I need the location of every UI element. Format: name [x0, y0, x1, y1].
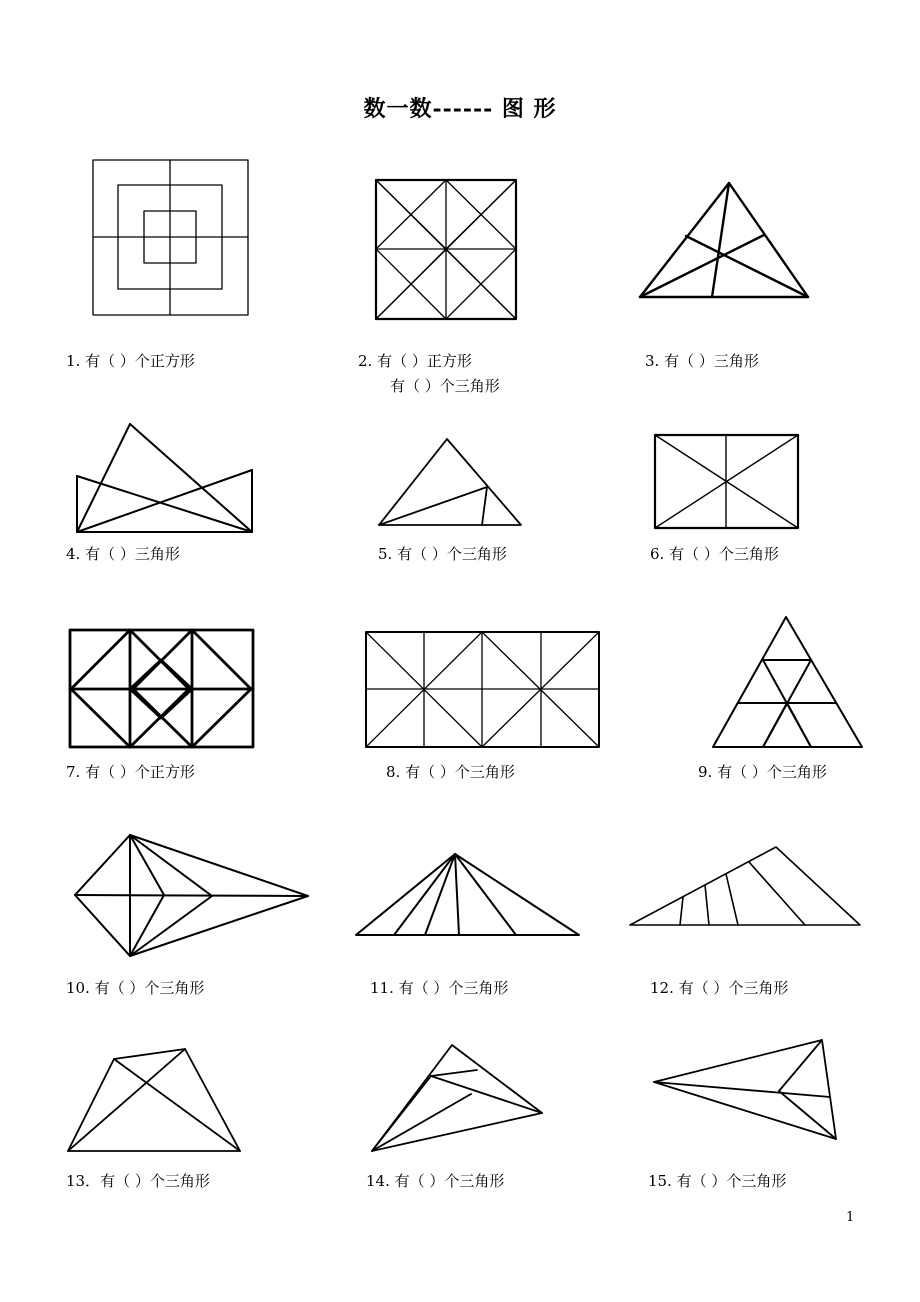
- figure-13-trapezoid: [68, 1049, 240, 1151]
- problem-4-label: 4. 有（ ）三角形: [66, 545, 180, 563]
- problem-10-label: 10. 有（ ）个三角形: [66, 979, 205, 997]
- problem-6-label: 6. 有（ ）个三角形: [650, 545, 779, 563]
- problem-15-label: 15. 有（ ）个三角形: [648, 1172, 787, 1190]
- problem-1-label: 1. 有（ ）个正方形: [66, 352, 195, 370]
- problem-2-label: 2. 有（ ）正方形: [358, 352, 472, 370]
- figure-8-grid-x: [366, 632, 599, 747]
- figure-6-rectangle-x: [655, 435, 798, 528]
- problem-11-label: 11. 有（ ）个三角形: [370, 979, 509, 997]
- figure-9-triangle-grid: [713, 617, 862, 747]
- figure-1-nested-squares: [93, 160, 248, 315]
- problem-2-label-line2: 有（ ）个三角形: [390, 377, 500, 395]
- problem-14-label: 14. 有（ ）个三角形: [366, 1172, 505, 1190]
- figure-14-triangle: [372, 1045, 542, 1151]
- figure-12-sliced-triangle: [630, 847, 860, 925]
- problem-12-label: 12. 有（ ）个三角形: [650, 979, 789, 997]
- problem-5-label: 5. 有（ ）个三角形: [378, 545, 507, 563]
- problem-9-label: 9. 有（ ）个三角形: [698, 763, 827, 781]
- figure-2-grid-diagonals: [376, 180, 516, 319]
- problem-13-label: 13．有（ ）个三角形: [66, 1172, 210, 1190]
- figure-15-triangle: [654, 1040, 836, 1139]
- page-number: 1: [846, 1210, 855, 1225]
- figure-5-triangle: [379, 439, 521, 525]
- figure-10-kite: [75, 835, 308, 956]
- page-title: 数一数------ 图 形: [363, 96, 557, 122]
- figure-4-crossing-triangles: [77, 424, 252, 532]
- problem-7-label: 7. 有（ ）个正方形: [66, 763, 195, 781]
- figure-3-triangle-cevians: [640, 183, 808, 297]
- problem-8-label: 8. 有（ ）个三角形: [386, 763, 515, 781]
- figure-11-fan-triangle: [356, 854, 579, 935]
- figure-7-rectangle-diamonds: [70, 630, 253, 747]
- problem-3-label: 3. 有（ ）三角形: [645, 352, 759, 370]
